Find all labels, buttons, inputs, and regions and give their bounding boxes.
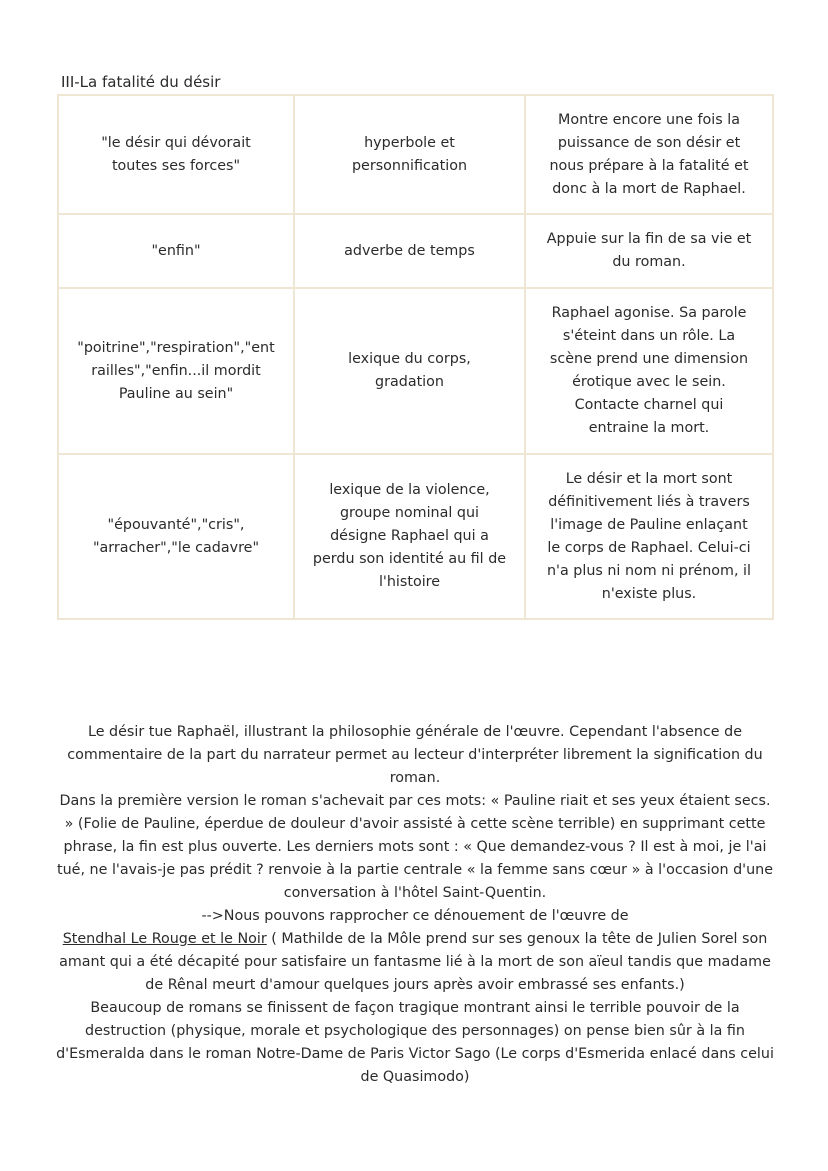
analysis-cell: Appuie sur la fin de sa vie et du roman.	[525, 214, 773, 288]
conclusion-paragraph: Dans la première version le roman s'achevait par ces mots: « Pauline riait et ses yeux étaient secs. » (Folie de Pauline, éperdue de douleur d'avoir assisté à cette scène terrible) en supprimant cette phrase, la fin est plus ouverte. Les derniers mots sont : « Que demandez-vous ? Il est à moi, je l'ai tué, ne l'avais-je pas prédit ? renvoie à la partie centrale « la femme sans cœur » à l'occasion d'une conversation à l'hôtel Saint-Quentin.	[56, 793, 773, 901]
section-title: III-La fatalité du désir	[61, 73, 221, 91]
device-cell: hyperbole et personnification	[294, 95, 525, 214]
analysis-cell: Le désir et la mort sont définitivement liés à travers l'image de Pauline enlaçant le corps de Raphael. Celui-ci n'a plus ni nom ni prénom, il n'existe plus.	[525, 454, 773, 619]
comparison-lead: -->Nous pouvons rapprocher ce dénouement de l'œuvre de	[201, 908, 629, 924]
device-cell: lexique du corps, gradation	[294, 288, 525, 454]
table-row	[58, 454, 773, 619]
conclusion-paragraph: Le désir tue Raphaël, illustrant la philosophie générale de l'œuvre. Cependant l'absence de commentaire de la part du narrateur permet au lecteur d'interpréter librement la signification du roman.	[67, 724, 763, 786]
comparison-text: ( Mathilde de la Môle prend sur ses genoux la tête de Julien Sorel son amant qui a été décapité pour satisfaire un fantasme lié à la mort de son aïeul tandis que madame de Rênal meurt d'amour quelques jours après avoir embrassé ses enfants.)	[59, 931, 771, 993]
device-cell: lexique de la violence, groupe nominal qui désigne Raphael qui a perdu son identité au fil de l'histoire	[294, 454, 525, 619]
analysis-table	[57, 94, 774, 620]
conclusion	[54, 721, 776, 1089]
comparison-paragraph	[54, 905, 776, 997]
stendhal-reference: Stendhal Le Rouge et le Noir	[62, 931, 267, 947]
quote-cell: "poitrine","respiration","ent railles","enfin...il mordit Pauline au sein"	[58, 288, 294, 454]
table-row	[58, 288, 773, 454]
analysis-cell: Montre encore une fois la puissance de son désir et nous prépare à la fatalité et donc à la mort de Raphael.	[525, 95, 773, 214]
analysis-cell: Raphael agonise. Sa parole s'éteint dans un rôle. La scène prend une dimension érotique avec le sein. Contacte charnel qui entraine la mort.	[525, 288, 773, 454]
conclusion-paragraph: Beaucoup de romans se finissent de façon tragique montrant ainsi le terrible pouvoir de la destruction (physique, morale et psychologique des personnages) on pense bien sûr à la fin d'Esmeralda dans le roman Notre-Dame de Paris Victor Sago (Le corps d'Esmerida enlacé dans celui de Quasimodo)	[56, 1000, 774, 1085]
table-row	[58, 95, 773, 214]
table-row	[58, 214, 773, 288]
quote-cell: "enfin"	[58, 214, 294, 288]
device-cell: adverbe de temps	[294, 214, 525, 288]
quote-cell: "le désir qui dévorait toutes ses forces"	[58, 95, 294, 214]
quote-cell: "épouvanté","cris", "arracher","le cadavre"	[58, 454, 294, 619]
